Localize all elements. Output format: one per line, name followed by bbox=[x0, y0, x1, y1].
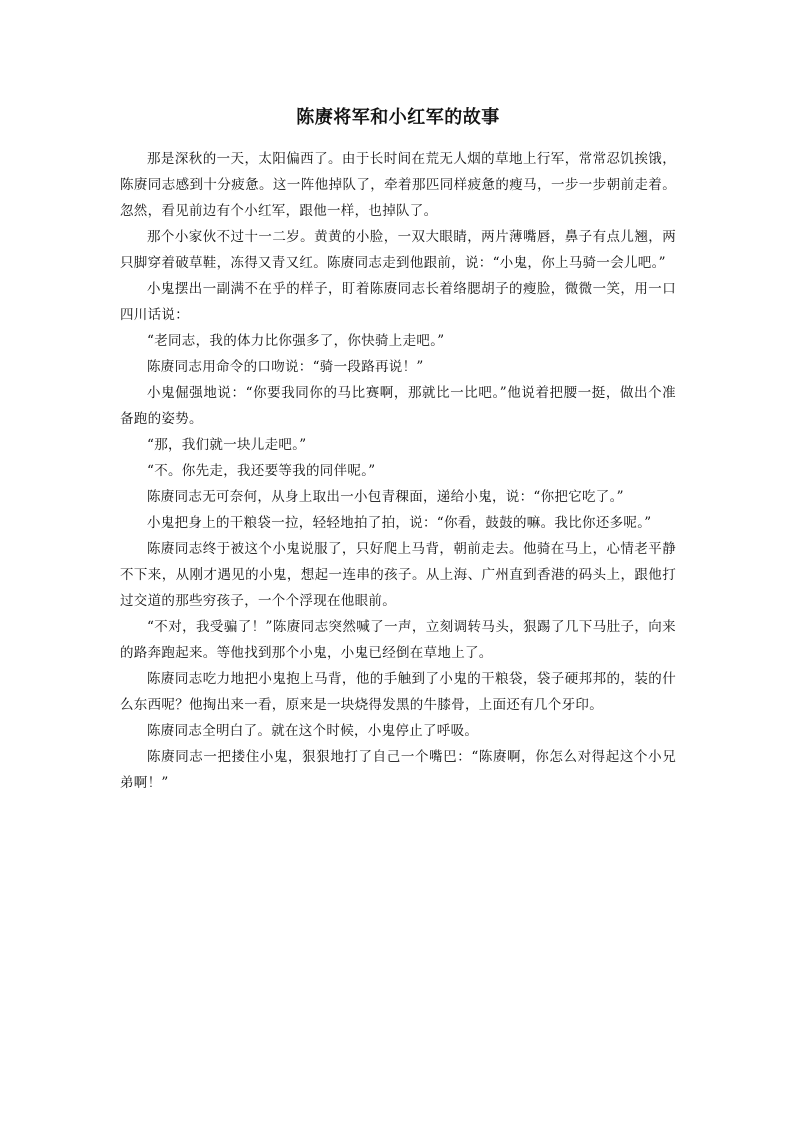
paragraph-11: 陈赓同志终于被这个小鬼说服了，只好爬上马背，朝前走去。他骑在马上，心情老平静不下来，从刚才遇见的小鬼，想起一连串的孩子。从上海、广州直到香港的码头上，跟他打过交道的那些穷孩子，一个个浮现在他眼前。 bbox=[120, 541, 676, 609]
paragraph-13: 陈赓同志吃力地把小鬼抱上马背，他的手触到了小鬼的干粮袋，袋子硬邦邦的，装的什么东西呢？他掏出来一看，原来是一块烧得发黑的牛膝骨，上面还有几个牙印。 bbox=[120, 671, 676, 713]
paragraph-6: 小鬼倔强地说：“你要我同你的马比赛啊，那就比一比吧。”他说着把腰一挺，做出个准备跑的姿势。 bbox=[120, 385, 676, 427]
document-body bbox=[120, 102, 676, 796]
paragraph-9: 陈赓同志无可奈何，从身上取出一小包青稞面，递给小鬼，说：“你把它吃了。” bbox=[147, 489, 624, 505]
paragraph-10: 小鬼把身上的干粮袋一拉，轻轻地拍了拍，说：“你看，鼓鼓的嘛。我比你还多呢。” bbox=[147, 515, 652, 531]
paragraph-7: “那，我们就一块儿走吧。” bbox=[147, 437, 307, 453]
paragraph-4: “老同志，我的体力比你强多了，你快骑上走吧。” bbox=[147, 333, 445, 349]
paragraph-3: 小鬼摆出一副满不在乎的样子，盯着陈赓同志长着络腮胡子的瘦脸，微微一笑，用一口四川话说： bbox=[120, 281, 676, 323]
paragraph-14: 陈赓同志全明白了。就在这个时候，小鬼停止了呼吸。 bbox=[147, 723, 479, 739]
paragraph-15: 陈赓同志一把搂住小鬼，狠狠地打了自己一个嘴巴：“陈赓啊，你怎么对得起这个小兄弟啊！” bbox=[120, 749, 676, 791]
document-title: 陈赓将军和小红军的故事 bbox=[296, 107, 500, 128]
paragraph-8: “不。你先走，我还要等我的同伴呢。” bbox=[147, 463, 376, 479]
paragraph-12: “不对，我受骗了！”陈赓同志突然喊了一声，立刻调转马头，狠踢了几下马肚子，向来的路奔跑起来。等他找到那个小鬼，小鬼已经倒在草地上了。 bbox=[120, 619, 676, 661]
paragraph-2: 那个小家伙不过十一二岁。黄黄的小脸，一双大眼睛，两片薄嘴唇，鼻子有点儿翘，两只脚穿着破草鞋，冻得又青又红。陈赓同志走到他跟前，说：“小鬼，你上马骑一会儿吧。” bbox=[120, 229, 676, 271]
paragraph-1: 那是深秋的一天，太阳偏西了。由于长时间在荒无人烟的草地上行军，常常忍饥挨饿，陈赓同志感到十分疲惫。这一阵他掉队了，牵着那匹同样疲惫的瘦马，一步一步朝前走着。忽然，看见前边有个小红军，跟他一样，也掉队了。 bbox=[120, 151, 676, 219]
paragraph-5: 陈赓同志用命令的口吻说：“骑一段路再说！” bbox=[147, 359, 424, 375]
